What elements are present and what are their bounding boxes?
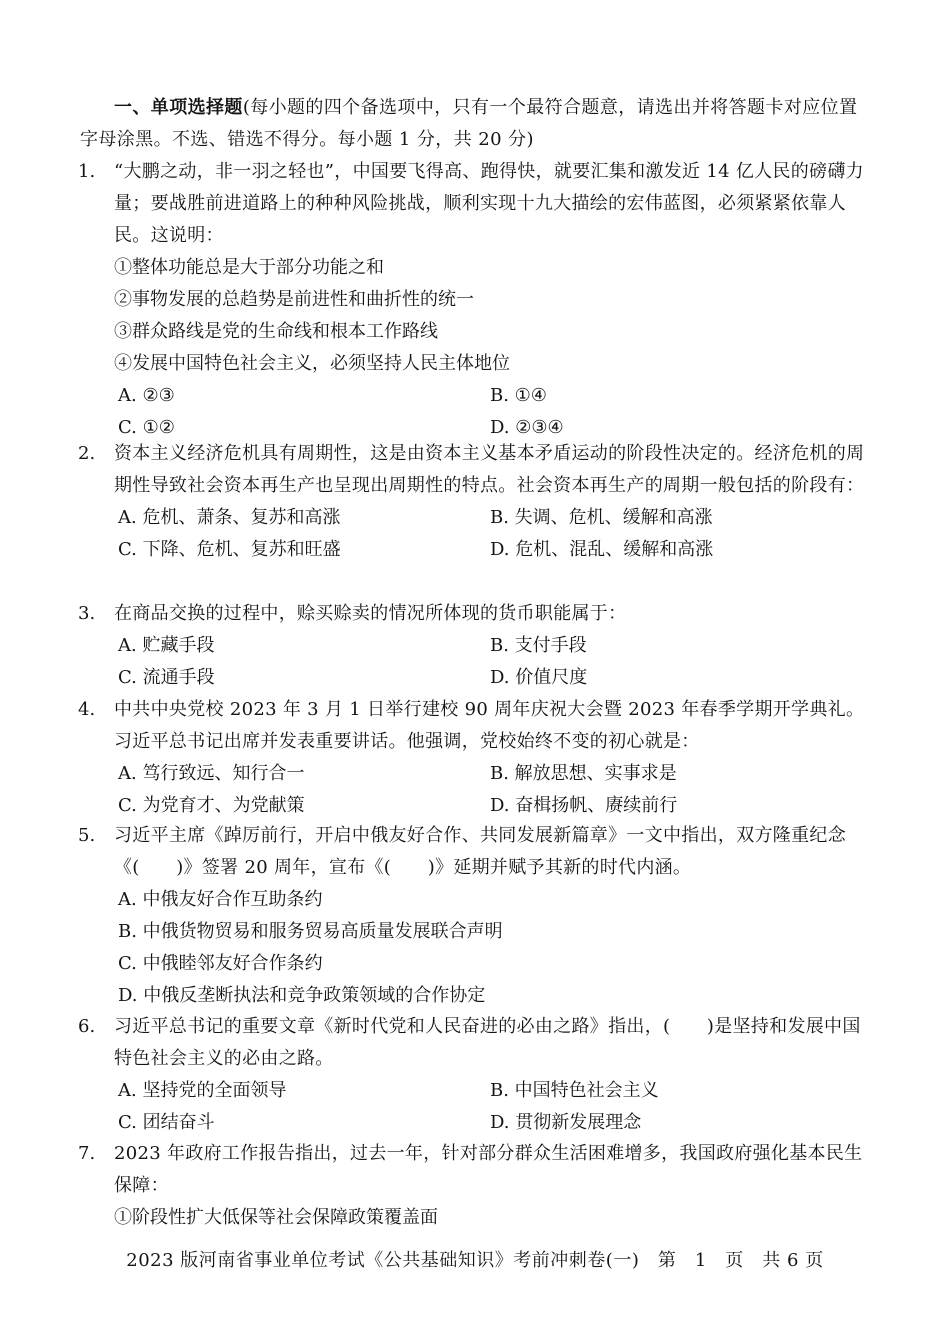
options [114, 380, 868, 444]
statement-3: ③群众路线是党的生命线和根本工作路线 [114, 321, 438, 342]
question-number: 1. [78, 161, 96, 182]
question-stem: “大鹏之动，非一羽之轻也”，中国要飞得高、跑得快，就要汇集和激发近 14 亿人民的磅礴力量；要战胜前进道路上的种种风险挑战，顺利实现十九大描绘的宏伟蓝图，必须紧紧依靠人民。这说明： [114, 161, 864, 246]
statement-4: ④发展中国特色社会主义，必须坚持人民主体地位 [114, 353, 510, 374]
question-stem: 习近平主席《踔厉前行，开启中俄友好合作、共同发展新篇章》一文中指出，双方隆重纪念《( )》签署 20 周年，宣布《( )》延期并赋予其新的时代内涵。 [114, 825, 846, 878]
option-c: C. 为党育才、为党献策 [118, 795, 305, 816]
options [114, 502, 868, 566]
question-number: 6. [78, 1016, 96, 1037]
option-d: D. 危机、混乱、缓解和高涨 [490, 539, 714, 560]
option-d: D. 贯彻新发展理念 [490, 1112, 642, 1133]
question-1 [78, 156, 868, 444]
option-b: B. 失调、危机、缓解和高涨 [490, 507, 713, 528]
question-2 [78, 438, 868, 566]
option-d: D. 中俄反垄断执法和竞争政策领域的合作协定 [118, 985, 486, 1006]
options [114, 630, 868, 694]
section-heading: 一、单项选择题 [114, 97, 243, 118]
option-c: C. 中俄睦邻友好合作条约 [118, 953, 323, 974]
options [114, 1075, 868, 1139]
question-number: 2. [78, 443, 96, 464]
question-stem: 中共中央党校 2023 年 3 月 1 日举行建校 90 周年庆祝大会暨 2023 年春季学期开学典礼。习近平总书记出席并发表重要讲话。他强调，党校始终不变的初心就是： [114, 699, 865, 752]
question-stem: 在商品交换的过程中，赊买赊卖的情况所体现的货币职能属于： [114, 603, 627, 624]
option-b: B. 中俄货物贸易和服务贸易高质量发展联合声明 [118, 921, 503, 942]
page-footer: 2023 版河南省事业单位考试《公共基础知识》考前冲刺卷(一) 第 1 页 共 6 页 [126, 1250, 824, 1271]
statement-1: ①阶段性扩大低保等社会保障政策覆盖面 [114, 1207, 438, 1228]
question-6 [78, 1011, 868, 1139]
statement-2: ②事物发展的总趋势是前进性和曲折性的统一 [114, 289, 474, 310]
question-5 [78, 820, 868, 1012]
question-4 [78, 694, 868, 822]
section-header [80, 92, 870, 156]
question-stem: 资本主义经济危机具有周期性，这是由资本主义基本矛盾运动的阶段性决定的。经济危机的周期性导致社会资本再生产也呈现出周期性的特点。社会资本再生产的周期一般包括的阶段有： [114, 443, 865, 496]
option-b: B. 中国特色社会主义 [490, 1080, 659, 1101]
option-a: A. ②③ [118, 385, 175, 406]
option-c: C. 下降、危机、复苏和旺盛 [118, 539, 341, 560]
option-c: C. ①② [118, 417, 175, 438]
option-b: B. 支付手段 [490, 635, 587, 656]
options [114, 758, 868, 822]
option-d: D. ②③④ [490, 417, 564, 438]
option-a: A. 笃行致远、知行合一 [118, 763, 305, 784]
option-a: A. 贮藏手段 [118, 635, 215, 656]
option-c: C. 团结奋斗 [118, 1112, 215, 1133]
option-b: B. 解放思想、实事求是 [490, 763, 677, 784]
option-c: C. 流通手段 [118, 667, 215, 688]
question-7 [78, 1138, 868, 1234]
option-a: A. 危机、萧条、复苏和高涨 [118, 507, 341, 528]
question-3 [78, 598, 868, 694]
question-number: 4. [78, 699, 96, 720]
option-b: B. ①④ [490, 385, 547, 406]
option-a: A. 中俄友好合作互助条约 [118, 889, 323, 910]
question-stem: 习近平总书记的重要文章《新时代党和人民奋进的必由之路》指出，( )是坚持和发展中国特色社会主义的必由之路。 [114, 1016, 861, 1069]
question-number: 5. [78, 825, 96, 846]
option-a: A. 坚持党的全面领导 [118, 1080, 287, 1101]
question-number: 3. [78, 603, 96, 624]
option-d: D. 价值尺度 [490, 667, 588, 688]
statement-1: ①整体功能总是大于部分功能之和 [114, 257, 384, 278]
option-d: D. 奋楫扬帆、赓续前行 [490, 795, 678, 816]
question-stem: 2023 年政府工作报告指出，过去一年，针对部分群众生活困难增多，我国政府强化基本民生保障： [114, 1143, 863, 1196]
options [114, 884, 868, 1012]
question-number: 7. [78, 1143, 96, 1164]
section-instructions: (每小题的四个备选项中，只有一个最符合题意，请选出并将答题卡对应位置字母涂黑。不选、错选不得分。每小题 1 分，共 20 分) [80, 97, 858, 150]
